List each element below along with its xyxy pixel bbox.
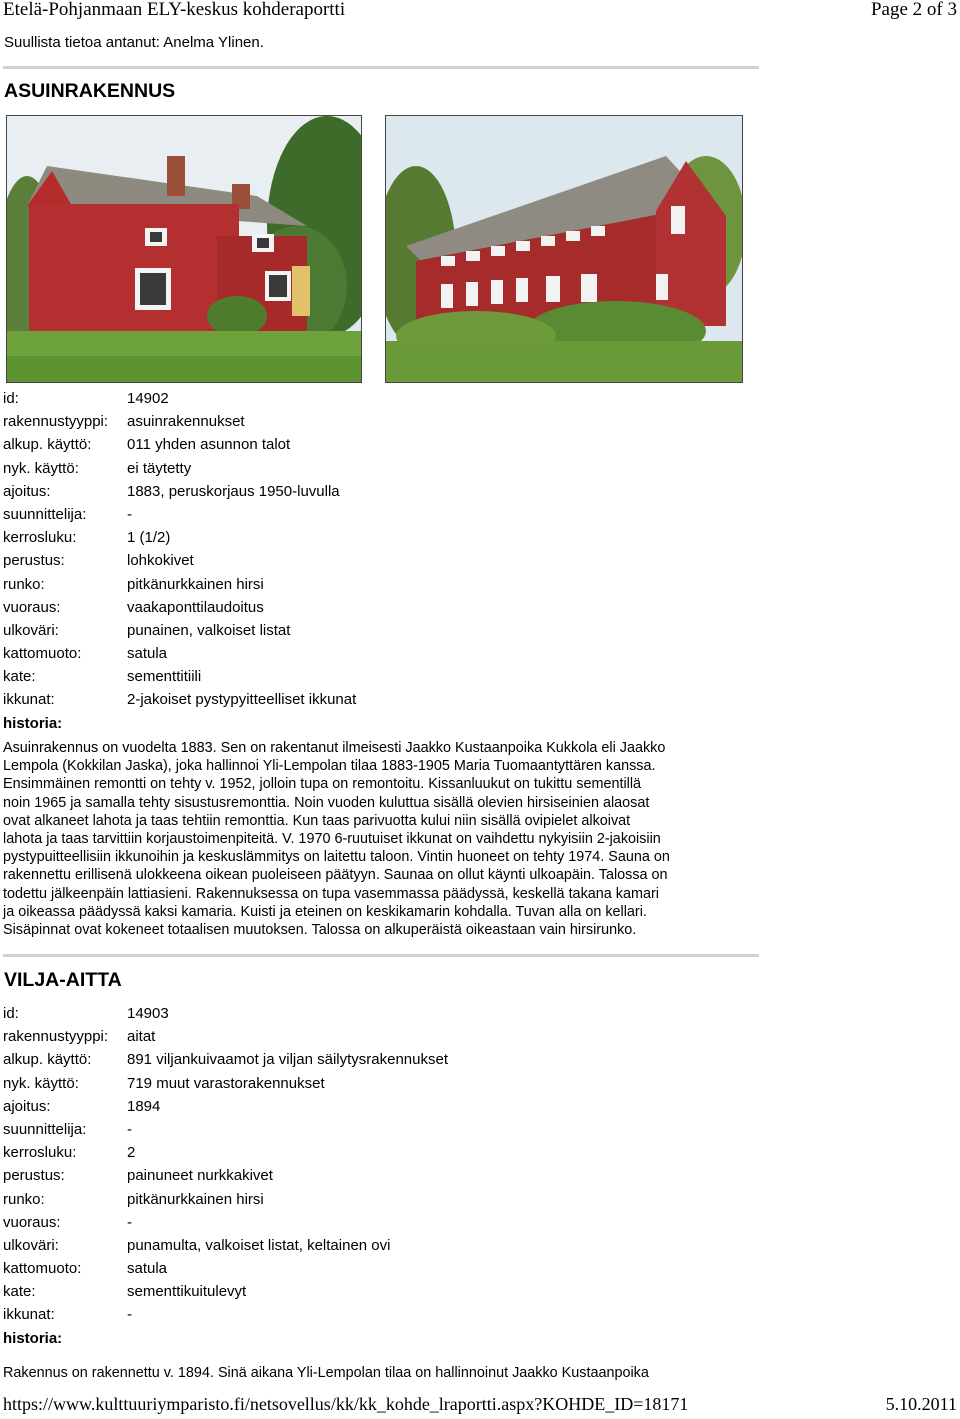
property-row — [3, 410, 245, 433]
section-title-vilja-aitta: VILJA-AITTA — [4, 969, 122, 991]
property-row — [3, 1118, 132, 1141]
property-value: pitkänurkkainen hirsi — [127, 575, 264, 593]
property-value: lohkokivet — [127, 552, 194, 570]
property-row — [3, 1280, 247, 1303]
property-label: ulkoväri: — [3, 621, 59, 639]
property-value: sementtikuitulevyt — [127, 1283, 247, 1301]
property-row — [3, 1141, 136, 1164]
property-label: nyk. käyttö: — [3, 459, 79, 477]
property-row — [3, 433, 291, 456]
history-line: todettu jälkeenpäin lattiasieni. Rakennuksessa on tupa vasemmassa päädyssä, keskellä takana kamari — [3, 885, 659, 902]
property-value: - — [127, 505, 132, 523]
property-value: 2-jakoiset pystypyitteelliset ikkunat — [127, 691, 357, 709]
property-value: 891 viljankuivaamot ja viljan säilytysrakennukset — [127, 1051, 448, 1069]
property-row — [3, 480, 340, 503]
property-row — [3, 387, 169, 410]
report-title: Etelä-Pohjanmaan ELY-keskus kohderaportti — [3, 0, 346, 20]
property-value: vaakaponttilaudoitus — [127, 598, 264, 616]
property-row — [3, 1188, 264, 1211]
property-value: painuneet nurkkakivet — [127, 1167, 273, 1185]
property-value: sementtitiili — [127, 668, 202, 686]
footer-url: https://www.kulttuuriymparisto.fi/netsovellus/kk/kk_kohde_lraportti.aspx?KOHDE_ID=18171 — [3, 1394, 689, 1414]
history-line: pystypuitteellisiin ikkunoihin ja keskuslämmitys on laitettu taloon. Vintin huoneet on tehty 1974. Sauna on — [3, 849, 670, 866]
property-value: - — [127, 1213, 132, 1231]
property-label: ajoitus: — [3, 482, 51, 500]
property-value: ei täytetty — [127, 459, 192, 477]
property-label: kerrosluku: — [3, 529, 77, 547]
history-line: Sisäpinnat ovat kokeneet totaalisen muutoksen. Talossa on alkuperäistä oikeastaan vain hirsirunko. — [3, 922, 637, 939]
history-line: Rakennus on rakennettu v. 1894. Sinä aikana Yli-Lempolan tilaa on hallinnoinut Jaakko Kustaanpoika — [3, 1365, 649, 1381]
granary-photo — [385, 115, 743, 383]
property-label: vuoraus: — [3, 598, 61, 616]
property-row — [3, 688, 357, 711]
property-row — [3, 596, 264, 619]
property-value: 011 yhden asunnon talot — [127, 436, 291, 454]
property-value: aitat — [127, 1028, 156, 1046]
property-row — [3, 642, 168, 665]
property-label: perustus: — [3, 1167, 65, 1185]
history-line: ja oikeassa päädyssä kaksi kamaria. Kuisti ja eteinen on keskikamarin kohdalla. Tuvan alla on kellari. — [3, 903, 647, 920]
history-text — [3, 1364, 763, 1382]
property-label: vuoraus: — [3, 1213, 61, 1231]
property-row — [3, 1048, 448, 1071]
property-value: - — [127, 1120, 132, 1138]
property-label: runko: — [3, 1190, 45, 1208]
history-line: ovat alkaneet lahota ja taas tehtiin remonttia. Kun taas parivuotta kului niin sisällä ovipielet alkoivat — [3, 812, 631, 829]
history-label: historia: — [3, 1329, 63, 1347]
property-value: 719 muut varastorakennukset — [127, 1074, 325, 1092]
property-label: nyk. käyttö: — [3, 1074, 79, 1092]
property-row — [3, 619, 291, 642]
info-line: Suullista tietoa antanut: Anelma Ylinen. — [4, 34, 264, 51]
property-row — [3, 526, 171, 549]
property-label: alkup. käyttö: — [3, 436, 92, 454]
property-value: punainen, valkoiset listat — [127, 621, 291, 639]
history-label: historia: — [3, 714, 63, 732]
history-text — [3, 739, 763, 939]
property-label: rakennustyyppi: — [3, 413, 109, 431]
history-line: Asuinrakennus on vuodelta 1883. Sen on rakentanut ilmeisesti Jaakko Kustaanpoika Kukkola eli Jaakko — [3, 740, 666, 756]
property-label: kate: — [3, 1283, 36, 1301]
property-value: satula — [127, 645, 168, 663]
history-line: Ensimmäinen remontti on tehty v. 1952, jolloin tupa on remontoitu. Kissanluukut on tukittu sementillä — [3, 776, 642, 793]
property-label: kate: — [3, 668, 36, 686]
section-title-asuinrakennus: ASUINRAKENNUS — [4, 80, 176, 102]
property-value: 1883, peruskorjaus 1950-luvulla — [127, 482, 340, 500]
property-label: kattomuoto: — [3, 1260, 82, 1278]
history-line: lahota ja taas tarvittiin korjaustoimenpiteitä. V. 1970 6-ruutuiset ikkunat on vaihdettu nykyisiin 2-jakoisiin — [3, 831, 661, 848]
history-line: noin 1965 ja samalla tehty sisustusremonttia. Noin vuoden kuluttua sisällä olevien hirsiseinien alaosat — [3, 794, 650, 811]
history-line: rakennettu erillisenä ulokkeena oikean puoleiseen päätyyn. Saunaa on ollut käynti ulkoapäin. Talossa on — [3, 867, 668, 884]
history-line: Lempola (Kokkilan Jaska), joka hallinnoi Yli-Lempolan tilaa 1883-1905 Maria Tuomaantyttären kanssa. — [3, 758, 656, 775]
property-row — [3, 1072, 325, 1095]
house-photo — [6, 115, 362, 383]
property-row — [3, 1234, 391, 1257]
property-value: asuinrakennukset — [127, 413, 245, 431]
property-value: satula — [127, 1260, 168, 1278]
property-row — [3, 1025, 156, 1048]
property-value: 1894 — [127, 1097, 161, 1115]
property-value: punamulta, valkoiset listat, keltainen ovi — [127, 1236, 391, 1254]
property-label: kerrosluku: — [3, 1144, 77, 1162]
property-row — [3, 1257, 168, 1280]
page-number: Page 2 of 3 — [870, 0, 957, 20]
section-divider — [3, 66, 759, 69]
property-value: 2 — [127, 1144, 136, 1162]
property-label: alkup. käyttö: — [3, 1051, 92, 1069]
property-value: 14903 — [127, 1005, 169, 1022]
property-label: suunnittelija: — [3, 505, 87, 523]
property-row — [3, 573, 264, 596]
property-value: - — [127, 1306, 132, 1324]
property-row — [3, 1164, 273, 1187]
property-row — [3, 457, 192, 480]
property-row — [3, 1211, 132, 1234]
property-row — [3, 665, 202, 688]
property-label: suunnittelija: — [3, 1120, 87, 1138]
property-label: ikkunat: — [3, 691, 55, 709]
property-list — [3, 1002, 448, 1350]
property-row — [3, 503, 132, 526]
property-row — [3, 1095, 161, 1118]
property-value: 14902 — [127, 390, 169, 407]
property-row — [3, 549, 194, 572]
property-label: id: — [3, 390, 19, 407]
property-value: pitkänurkkainen hirsi — [127, 1190, 264, 1208]
property-label: ulkoväri: — [3, 1236, 59, 1254]
property-label: id: — [3, 1005, 19, 1022]
property-row — [3, 1303, 132, 1326]
property-label: kattomuoto: — [3, 645, 82, 663]
property-label: ajoitus: — [3, 1097, 51, 1115]
property-value: 1 (1/2) — [127, 529, 171, 547]
property-list — [3, 387, 357, 735]
footer-date: 5.10.2011 — [885, 1394, 957, 1414]
property-row — [3, 1002, 169, 1025]
property-label: runko: — [3, 575, 45, 593]
property-label: rakennustyyppi: — [3, 1028, 109, 1046]
property-label: perustus: — [3, 552, 65, 570]
property-label: ikkunat: — [3, 1306, 55, 1324]
section-divider — [3, 954, 759, 957]
